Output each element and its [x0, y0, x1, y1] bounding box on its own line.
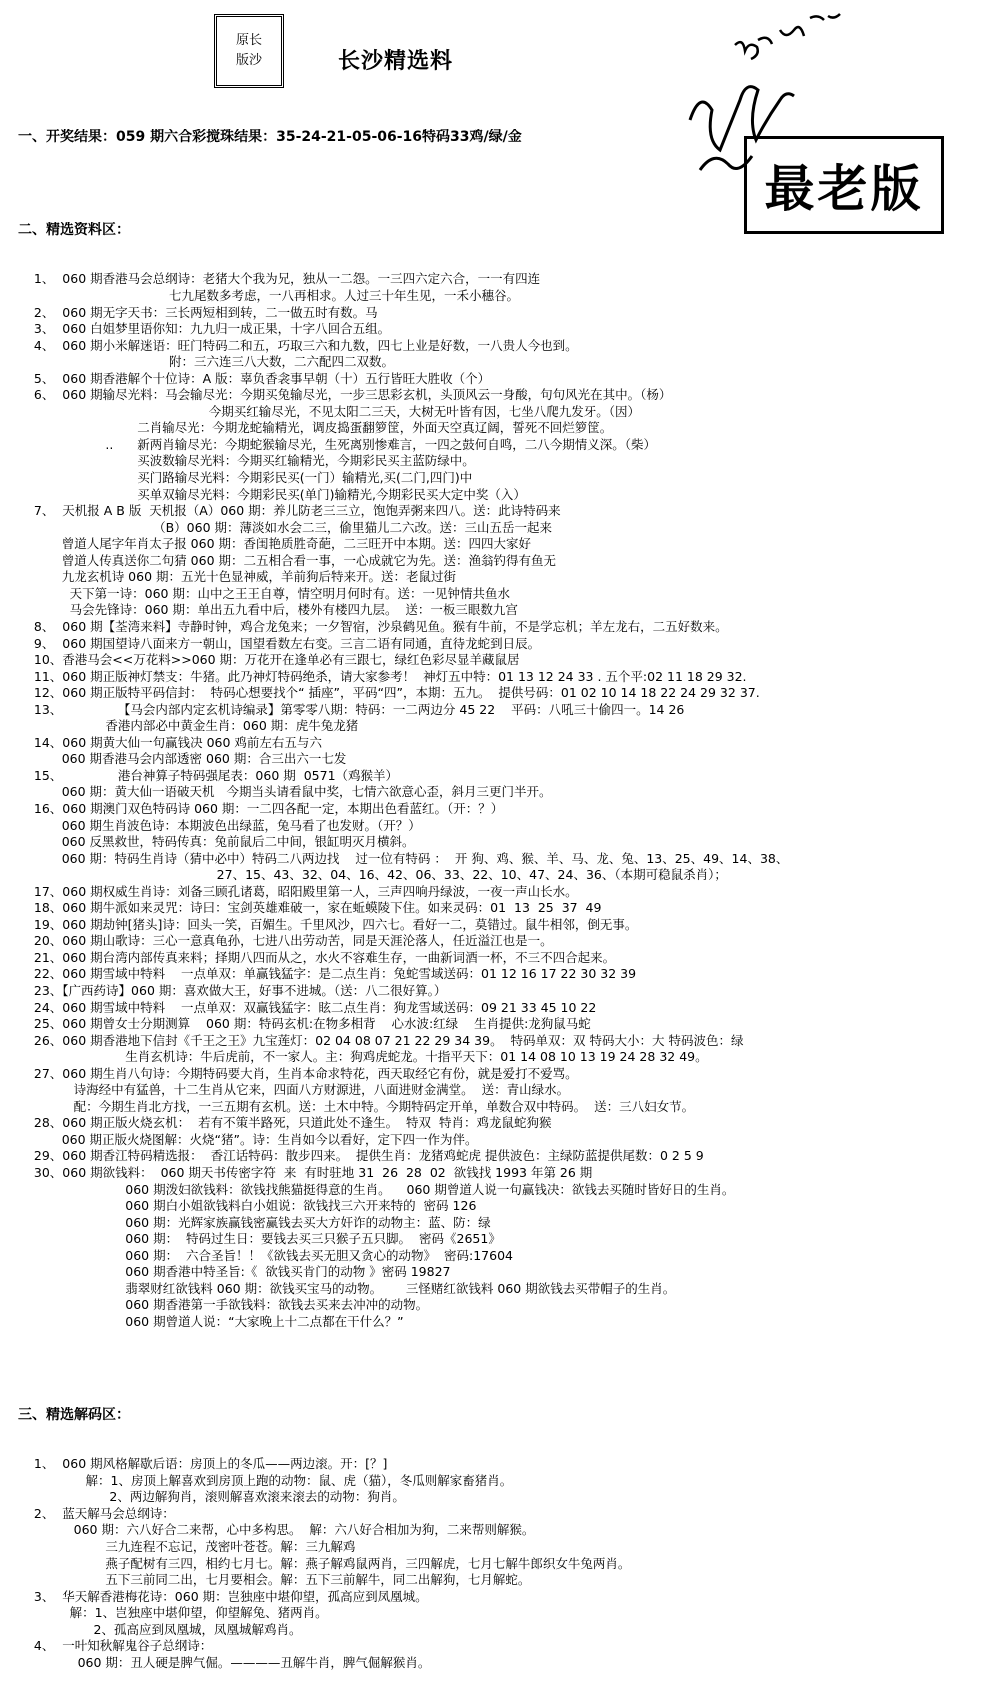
text-line: 1、 060 期风格解歇后语：房顶上的冬瓜——两边滚。开：[？]	[18, 1456, 388, 1472]
text-line: 27、060 期生肖八句诗：今期特码要大肖，生肖本命求特花，西天取经它有份，就是爱打不爱骂。	[18, 1065, 578, 1081]
text-line: 10、香港马会<<万花料>>060 期：万花开在逢单必有三跟七，绿红色彩尽显羊藏鼠居	[18, 652, 520, 668]
text-line: 天下第一诗：060 期：山中之王王自尊，情空明月何时有。送：一见钟情共鱼水	[18, 585, 510, 601]
text-line: 七九尾数多考虑，一八再相求。人过三十年生见，一禾小穗谷。	[18, 288, 519, 304]
text-line: 买波数输尽光料：今期买红输精光，今期彩民买主蓝防绿中。	[18, 453, 475, 469]
text-line: 060 期：光辉家族赢钱密赢钱去买大方奸诈的动物主：蓝、防：绿	[18, 1214, 491, 1230]
text-line: 生肖玄机诗：牛后虎前，不一家人。主：狗鸡虎蛇龙。十指平天下：01 14 08 10 13 19 24 28 32 49。	[18, 1049, 708, 1065]
text-line: 3、 华天解香港梅花诗：060 期：岂独座中堪仰望，孤高应到凤凰城。	[18, 1588, 428, 1604]
text-line: 五下三前同二出，七月要相会。解：五下三前解牛，同二出解狗，七月解蛇。	[18, 1572, 531, 1588]
document-body	[18, 96, 983, 1688]
text-line: 买单双输尽光料：今期彩民买(单门)输精光,今期彩民买大定中奖（入）	[18, 486, 526, 502]
section2-list	[18, 271, 983, 1330]
text-line: 060 期生肖波色诗：本期波色出绿蓝，兔马看了也发财。（开？）	[18, 817, 421, 833]
text-line: 060 期泼妇欲钱料：欲钱找熊猫挺得意的生肖。 060 期曾道人说一句赢钱决：欲钱去买随时皆好日的生肖。	[18, 1181, 735, 1197]
text-line: 三九连程不忘记，茂密叶苍苍。解：三九解鸡	[18, 1539, 356, 1555]
text-line: 马会先锋诗：060 期：单出五九看中后，楼外有楼四九层。 送：一板三眼数九宫	[18, 602, 518, 618]
text-line: 5、 060 期香港解个十位诗：A 版：辜负香衾事早朝（十）五行皆旺大胜收（个）	[18, 370, 491, 386]
text-line: 12、060 期正版特平码信封： 特码心想要找个“ 插座”，平码“四”，本期：五九。 提供号码：01 02 10 14 18 22 24 29 32 37.	[18, 685, 760, 701]
text-line: 买门路输尽光料：今期彩民买(一门）输精光,买(二门,四门)中	[18, 470, 473, 486]
text-line: 11、060 期正版神灯禁支：牛猪。此乃神灯特码绝杀，请大家参考！ 神灯五中特：01 13 12 24 33 . 五个平:02 11 18 29 32.	[18, 668, 747, 684]
text-line: 060 期：丑人硬是脾气倔。————丑解牛肖，脾气倔解猴肖。	[18, 1654, 431, 1670]
text-line: 6、 060 期输尽光料：马会输尽光：今期买兔输尽光，一步三思彩玄机，头顶风云一身酸，句句风光在其中。（杨）	[18, 387, 672, 403]
text-line: 7、 天机报 A B 版 天机报（A）060 期：养儿防老三三立，饱饱弄粥来四八。送：此诗特码来	[18, 503, 561, 519]
text-line: 25、060 期曾女士分期测算 060 期：特码玄机:在物多相背 心水波:红绿 生肖提供:龙狗鼠马蛇	[18, 1016, 591, 1032]
text-line: 9、 060 期国望诗八面来方一朝山，国望看数左右变。三言二语有同通，直待龙蛇到日辰。	[18, 635, 541, 651]
text-line: 30、060 期欲钱料： 060 期天书传密字符 来 有时驻地 31 26 28 02 欲钱找 1993 年第 26 期	[18, 1165, 593, 1180]
stamp-line-1: 原长	[235, 33, 262, 48]
text-line: 2、两边解狗肖，滚则解喜欢滚来滚去的动物：狗肖。	[18, 1489, 405, 1505]
text-line: 24、060 期雪域中特料 一点单双：双赢钱猛字：眩二点生肖：狗龙雪域送码：09 21 33 45 10 22	[18, 999, 597, 1015]
text-line: 2、 蓝天解马会总纲诗：	[18, 1505, 175, 1521]
text-line: 060 反黑救世，特码传真：兔前鼠后二中间，银缸明灭月横斜。	[18, 834, 415, 850]
text-line: 19、060 期劫钟[猪头]诗：回头一笑，百媚生。千里风沙，四六七。看好一二，莫错过。鼠牛相邻，倒无事。	[18, 916, 638, 932]
text-line: 060 期曾道人说：“大家晚上十二点都在干什么？”	[18, 1313, 404, 1329]
text-line: （B）060 期：薄淡如水会二三，偷里猫儿二六改。送：三山五岳一起来	[18, 519, 553, 535]
text-line: 060 期香港马会内部透密 060 期：合三出六一七发	[18, 751, 347, 767]
text-line: 翡翠财红欲钱料 060 期：欲钱买宝马的动物。 三怪赌红欲钱料 060 期欲钱去买带帽子的生肖。	[18, 1280, 676, 1296]
text-line: 28、060 期正版火烧玄机： 若有不策半路死，只道此处不逢生。 特双 特肖：鸡龙鼠蛇狗猴	[18, 1115, 552, 1131]
text-line: 060 期白小姐欲钱料白小姐说：欲钱找三六开来特的 密码 126	[18, 1198, 477, 1214]
text-line: 曾道人尾字年肖太子报 060 期：香闺艳质胜奇葩，二三旺开中本期。送：四四大家好	[18, 536, 532, 552]
text-line: 060 期正版火烧图解：火烧“猪”。诗：生肖如今以看好，定下四一作为伴。	[18, 1131, 478, 1147]
text-line: 曾道人传真送你二句猜 060 期：二五相合看一事，一心成就它为先。送：渔翁钓得有鱼无	[18, 552, 557, 568]
text-line: 060 期： 特码过生日：要钱去买三只猴子五只脚。 密码《2651》	[18, 1231, 501, 1247]
text-line: 20、060 期山歌诗：三心一意真龟孙，七进八出劳动苦，同是天涯沦落人，任近溢江也是一。	[18, 933, 553, 949]
text-line: 13、 【马会内部内定玄机诗编录】第零零八期：特码：一二两边分 45 22 平码：八吼三十偷四一。14 26	[18, 701, 685, 717]
page-title: 长沙精选料	[338, 49, 454, 74]
text-line: 4、 060 期小米解迷语：旺门特码二和五，巧取三六和九数，四七上业是好数，一八贵人今也到。	[18, 337, 578, 353]
text-line: 今期买红输尽光，不见太阳二三天，大树无叶皆有因，七坐八爬九发牙。（因）	[18, 403, 640, 419]
text-line: 18、060 期牛派如来灵咒：诗曰：宝剑英雄难破一，家在蚯蟆陵下住。如来灵码：01 13 25 37 49	[18, 900, 602, 916]
text-line: 15、 港台神算子特码强尾表：060 期 0571（鸡猴羊）	[18, 767, 399, 783]
text-line: 2、 060 期无字天书：三长两短相到转，二一做五时有数。马	[18, 304, 378, 320]
oldest-edition-badge: 最老版	[744, 136, 944, 234]
stamp-seal	[214, 14, 284, 88]
text-line: 27、15、43、32、04、16、42、06、33、22、10、47、24、36、（本期可稳鼠杀肖）；	[18, 867, 727, 883]
text-line: 29、060 期香江特码精选报： 香江话特码：散步四来。 提供生肖：龙猪鸡蛇虎 提供波色：主绿防蓝提供尾数：0 2 5 9	[18, 1148, 704, 1164]
text-line: 解：1、房顶上解喜欢到房顶上跑的动物：鼠、虎（猫），冬瓜则解家畜猪肖。	[18, 1472, 513, 1488]
text-line: 060 期香港中特圣旨:《 欲钱买肯门的动物 》密码 19827	[18, 1264, 451, 1280]
text-line: 060 期香港第一手欲钱料：欲钱去买来去冲冲的动物。	[18, 1297, 429, 1313]
text-line: 燕子配树有三四，相约七月七。解：燕子解鸡鼠两肖，三四解虎，七月七解牛郎织女牛兔两肖。	[18, 1555, 631, 1571]
result-line: 一、开奖结果：059 期六合彩搅珠结果：35-24-21-05-06-16特码33鸡/绿/金	[18, 129, 522, 146]
text-line: 14、060 期黄大仙一句赢钱决 060 鸡前左右五与六	[18, 734, 322, 750]
text-line: 1、 060 期香港马会总纲诗：老猪大个我为兄，独从一二怨。一三四六定六合，一一有四连	[18, 271, 541, 287]
text-line: 060 期：六八好合二来帮，心中多构思。 解：六八好合相加为狗，二来帮则解猴。	[18, 1522, 535, 1538]
text-line: 2、孤高应到凤凰城，凤凰城解鸡肖。	[18, 1621, 302, 1637]
text-line: 香港内部必中黄金生肖：060 期：虎牛兔龙猪	[18, 718, 359, 734]
text-line: .. 新两肖输尽光：今期蛇猴输尽光，生死离别惨难言，一四之鼓何自鸣，二八今期情义深。（柴）	[18, 436, 656, 452]
text-line: 九龙玄机诗 060 期：五光十色显神威，羊前狗后特来开。送：老鼠过街	[18, 569, 457, 585]
text-line: 17、060 期权威生肖诗：刘备三顾孔诸葛，昭阳殿里第一人，三声四响丹绿波，一夜一声山长水。	[18, 883, 578, 899]
text-line: 二肖输尽光：今期龙蛇输精光，调皮捣蛋翻箩筐，外面天空真辽阔，誓死不回烂箩筐。	[18, 420, 613, 436]
text-line: 22、060 期雪域中特料 一点单双：单赢钱猛字：是二点生肖：兔蛇雪域送码：01 12 16 17 22 30 32 39	[18, 966, 637, 982]
text-line: 配：今期生肖北方找，一三五期有玄机。送：土木中特。今期特码定开单，单数合双中特码。 送：三八妇女节。	[18, 1098, 695, 1114]
section2-title: 二、精选资料区：	[18, 221, 130, 238]
text-line: 4、 一叶知秋解鬼谷子总纲诗：	[18, 1638, 213, 1654]
text-line: 26、060 期香港地下信封《千王之王》九宝莲灯：02 04 08 07 21 22 29 34 39。 特码单双：双 特码大小：大 特码波色：绿	[18, 1032, 744, 1048]
text-line: 附：三六连三八大数，二六配四二双数。	[18, 354, 394, 370]
text-line: 060 期：特码生肖诗（猜中必中）特码二八两边找 过一位有特码 ： 开 狗、鸡、猴、羊、马、龙、兔、13、25、49、14、38、	[18, 850, 789, 866]
text-line: 解：1、岂独座中堪仰望，仰望解兔、猪两肖。	[18, 1605, 328, 1621]
section3-title: 三、精选解码区：	[18, 1406, 130, 1423]
text-line: 23、【广西药诗】060 期：喜欢做大王，好事不进城。（送：八二很好算。）	[18, 982, 447, 998]
text-line: 3、 060 白姐梦里语你知：九九归一成正果，十字八回合五组。	[18, 321, 391, 337]
section3-list	[18, 1456, 983, 1671]
text-line: 8、 060 期【荃湾来料】寺静时钟，鸡合龙兔来；一夕智宿，沙泉鹤见鱼。猴有牛前，不是学忘机；羊左龙右，二五好数来。	[18, 618, 728, 634]
text-line: 诗海经中有猛兽，十二生肖从它来，四面八方财源进，八面进财金满堂。 送：青山绿水。	[18, 1082, 570, 1098]
text-line: 21、060 期台湾内部传真来料；择期八四而从之，水火不容难生存，一曲新词酒一杯，不三不四合起来。	[18, 949, 616, 965]
text-line: 16、060 期澳门双色特码诗 060 期：一二四各配一定，本期出色看蓝红。（开：？）	[18, 800, 504, 816]
stamp-line-2: 版沙	[235, 53, 262, 68]
text-line: 060 期：黄大仙一语破天机 今期当头请看鼠中奖，七情六欲意心歪，斜月三更门半开。	[18, 784, 552, 800]
text-line: 060 期： 六合圣旨！！《欲钱去买无胆又贪心的动物》 密码:17604	[18, 1247, 513, 1263]
